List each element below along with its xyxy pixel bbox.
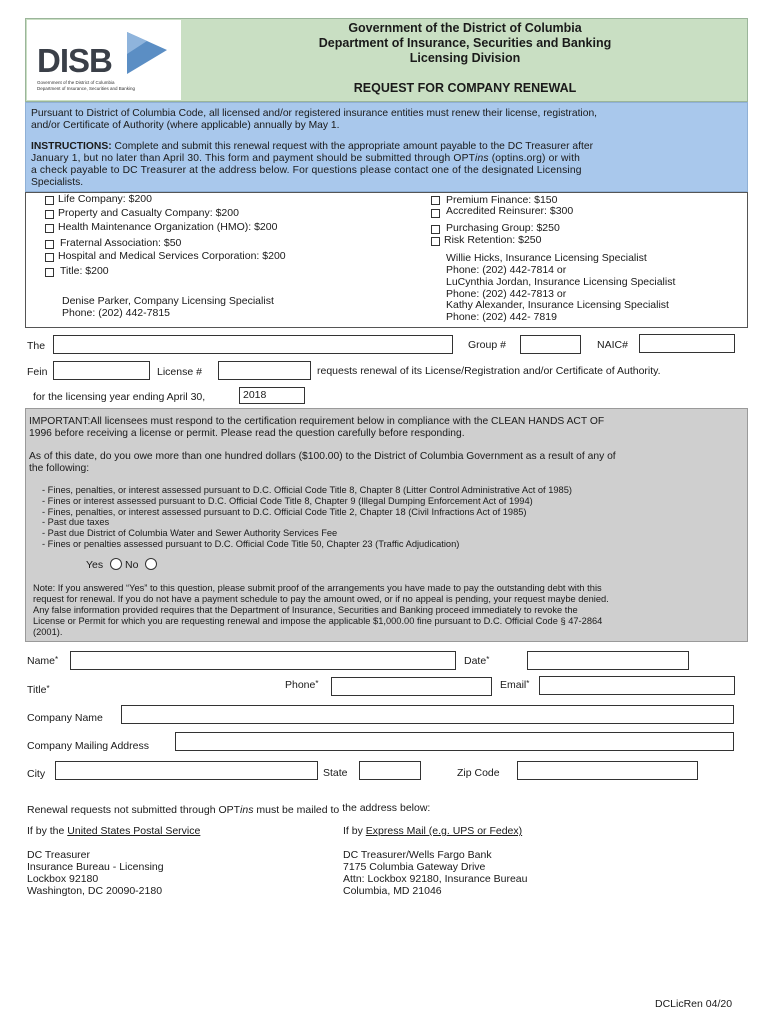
title-label bbox=[27, 684, 50, 696]
checkbox-fraternal[interactable] bbox=[45, 240, 54, 249]
specialist-parker-phone: Phone: (202) 442-7815 bbox=[62, 307, 170, 319]
fee-hospital-medical: Hospital and Medical Services Corporation: $200 bbox=[58, 250, 286, 262]
debt-item-1: - Fines, penalties, or interest assessed pursuant to D.C. Official Code Title 8, Chapter 8 (Litter Control Administrative Act of 1985) bbox=[42, 485, 572, 495]
radio-yes[interactable] bbox=[110, 558, 122, 570]
logo-subtitle-1: Government of the District of Columbia bbox=[37, 80, 115, 85]
instructions-line-4: Specialists. bbox=[31, 177, 84, 188]
instructions-line-1 bbox=[31, 141, 593, 153]
usps-address-line-2: Insurance Bureau - Licensing bbox=[27, 861, 164, 873]
usps-heading bbox=[27, 825, 200, 837]
debt-item-5: - Past due District of Columbia Water and Sewer Authority Services Fee bbox=[42, 528, 338, 538]
specialist-alexander: Kathy Alexander, Insurance Licensing Specialist bbox=[446, 299, 669, 311]
group-number-input[interactable] bbox=[520, 335, 581, 354]
email-label-text: Email bbox=[500, 679, 527, 691]
phone-required-mark: * bbox=[315, 679, 319, 688]
fee-risk-retention: Risk Retention: $250 bbox=[444, 234, 542, 246]
zip-label: Zip Code bbox=[457, 767, 500, 779]
header-line-2: Department of Insurance, Securities and Banking bbox=[318, 36, 612, 50]
date-label bbox=[464, 655, 489, 667]
express-address-line-2: 7175 Columbia Gateway Drive bbox=[343, 861, 486, 873]
state-input[interactable] bbox=[359, 761, 421, 780]
checkbox-hospital-medical[interactable] bbox=[45, 253, 54, 262]
logo-mark-icon bbox=[121, 30, 171, 82]
specialist-hicks-phone: Phone: (202) 442-7814 or bbox=[446, 264, 567, 276]
radio-no[interactable] bbox=[145, 558, 157, 570]
logo bbox=[27, 20, 181, 100]
instructions-line-3: a check payable to DC Treasurer at the address below. For questions please contact one of the designated Licensing bbox=[31, 165, 582, 176]
date-label-text: Date bbox=[464, 655, 487, 667]
phone-label-text: Phone bbox=[285, 679, 316, 691]
note-line-2: request for renewal. If you do not have a payment schedule to pay the amount owed, or if no appeal is pending, your request maybe denied. bbox=[33, 594, 609, 604]
debt-item-6: - Fines or penalties assessed pursuant to D.C. Official Code Title 50, Chapter 23 (Traffic Adjudication) bbox=[42, 539, 460, 549]
intro-line-2: and/or Certificate of Authority (where applicable) annually by May 1. bbox=[31, 120, 340, 131]
checkbox-purchasing-group[interactable] bbox=[431, 225, 440, 234]
important-line-1: IMPORTANT:All licensees must respond to the certification requirement below in compliance with the CLEAN HANDS ACT OF bbox=[29, 416, 605, 427]
specialist-parker: Denise Parker, Company Licensing Specialist bbox=[62, 295, 274, 307]
header-line-3: Licensing Division bbox=[409, 51, 521, 65]
the-label: The bbox=[27, 340, 46, 352]
phone-input[interactable] bbox=[331, 677, 492, 696]
email-input[interactable] bbox=[539, 676, 735, 695]
licensing-year-input[interactable]: 2018 bbox=[239, 387, 305, 404]
name-label bbox=[27, 655, 58, 667]
license-label: License # bbox=[157, 366, 202, 378]
express-address-line-3: Attn: Lockbox 92180, Insurance Bureau bbox=[343, 873, 528, 885]
contact-company-name-input[interactable] bbox=[121, 705, 734, 724]
fee-life-company: Life Company: $200 bbox=[58, 193, 152, 205]
logo-text: DISB bbox=[37, 42, 112, 79]
usps-address-line-3: Lockbox 92180 bbox=[27, 873, 99, 885]
fee-fraternal: Fraternal Association: $50 bbox=[60, 237, 182, 249]
city-label: City bbox=[27, 768, 46, 780]
naic-label: NAIC# bbox=[597, 339, 628, 351]
email-label bbox=[500, 679, 529, 691]
usps-address-line-1: DC Treasurer bbox=[27, 849, 91, 861]
debt-item-3: - Fines, penalties, or interest assessed pursuant to D.C. Official Code Title 2, Chapter 18 (Civil Infractions Act of 1985) bbox=[42, 507, 527, 517]
specialist-jordan-phone: Phone: (202) 442-7813 or bbox=[446, 288, 567, 300]
mailing-intro-post: must be mailed to bbox=[256, 804, 340, 816]
licensing-year-label: for the licensing year ending April 30, bbox=[33, 391, 206, 403]
fein-input[interactable] bbox=[53, 361, 150, 380]
city-input[interactable] bbox=[55, 761, 318, 780]
fee-accredited-reinsurer: Accredited Reinsurer: $300 bbox=[446, 205, 574, 217]
note-line-4: License or Permit for which you are requesting renewal and impose the applicable $1,000.00 fine pursuant to D.C. Official Code § 47-2864 bbox=[33, 616, 603, 626]
mailing-address-input[interactable] bbox=[175, 732, 734, 751]
mailing-intro-pre: Renewal requests not submitted through OPT bbox=[27, 804, 241, 816]
checkbox-property-casualty[interactable] bbox=[45, 210, 54, 219]
date-input[interactable] bbox=[527, 651, 689, 670]
debt-item-4: - Past due taxes bbox=[42, 517, 110, 527]
title-required-mark: * bbox=[46, 684, 50, 693]
instructions-text-1: Complete and submit this renewal request with the appropriate amount payable to the DC Treasurer after bbox=[114, 141, 594, 152]
mailing-intro bbox=[27, 804, 430, 816]
mailing-optins-italic: ins bbox=[240, 804, 254, 816]
fee-premium-finance: Premium Finance: $150 bbox=[446, 194, 558, 206]
fee-title: Title: $200 bbox=[60, 265, 109, 277]
instructions-line-2 bbox=[31, 153, 580, 165]
note-line-5: (2001). bbox=[33, 627, 63, 637]
naic-input[interactable] bbox=[639, 334, 735, 353]
checkbox-hmo[interactable] bbox=[45, 224, 54, 233]
form-title: REQUEST FOR COMPANY RENEWAL bbox=[353, 81, 577, 95]
fee-property-casualty: Property and Casualty Company: $200 bbox=[58, 207, 239, 219]
usps-address-line-4: Washington, DC 20090-2180 bbox=[27, 885, 163, 897]
express-heading-pre: If by bbox=[343, 825, 363, 837]
state-label: State bbox=[323, 767, 348, 779]
note-line-3: Any false information provided requires that the Department of Insurance, Securities and Banking proceed immediately to revoke the bbox=[33, 605, 578, 615]
important-line-2: 1996 before receiving a license or permit. Please read the question carefully before responding. bbox=[29, 428, 465, 439]
fee-hmo: Health Maintenance Organization (HMO): $200 bbox=[58, 221, 278, 233]
company-name-label: Company Name bbox=[27, 712, 103, 724]
usps-link[interactable]: United States Postal Service bbox=[67, 825, 201, 837]
checkbox-life-company[interactable] bbox=[45, 196, 54, 205]
checkbox-accredited-reinsurer[interactable] bbox=[431, 209, 440, 218]
debt-item-2: - Fines or interest assessed pursuant to D.C. Official Code Title 8, Chapter 9 (Illegal Dumping Enforcement Act of 1994) bbox=[42, 496, 533, 506]
title-label-text: Title bbox=[27, 684, 47, 696]
note-line-1: Note: If you answered “Yes” to this question, please submit proof of the arrangements you have made to pay the outstanding debt with this bbox=[33, 583, 602, 593]
requests-renewal-text: requests renewal of its License/Registration and/or Certificate of Authority. bbox=[317, 365, 661, 377]
express-address-line-4: Columbia, MD 21046 bbox=[343, 885, 442, 897]
optins-italic: ins bbox=[475, 153, 489, 164]
license-number-input[interactable] bbox=[218, 361, 311, 380]
checkbox-premium-finance[interactable] bbox=[431, 196, 440, 205]
usps-heading-pre: If by the bbox=[27, 825, 65, 837]
express-address-line-1: DC Treasurer/Wells Fargo Bank bbox=[343, 849, 492, 861]
specialist-jordan: LuCynthia Jordan, Insurance Licensing Specialist bbox=[446, 276, 676, 288]
zip-input[interactable] bbox=[517, 761, 698, 780]
fein-label: Fein bbox=[27, 366, 48, 378]
express-heading bbox=[343, 825, 522, 837]
group-label: Group # bbox=[468, 339, 506, 351]
logo-subtitle-2: Department of Insurance, Securities and Banking bbox=[37, 86, 136, 91]
company-name-input[interactable] bbox=[53, 335, 453, 354]
intro-line-1: Pursuant to District of Columbia Code, all licensed and/or registered insurance entities must renew their license, registration, bbox=[31, 108, 598, 119]
form-code: DCLicRen 04/20 bbox=[655, 998, 733, 1010]
mailing-address-label: Company Mailing Address bbox=[27, 740, 149, 752]
phone-label bbox=[285, 679, 319, 691]
specialist-hicks: Willie Hicks, Insurance Licensing Specialist bbox=[446, 252, 647, 264]
name-required-mark: * bbox=[55, 655, 59, 664]
date-required-mark: * bbox=[486, 655, 490, 664]
specialist-alexander-phone: Phone: (202) 442- 7819 bbox=[446, 311, 557, 323]
instructions-label: INSTRUCTIONS: bbox=[31, 141, 112, 152]
instructions-text-2: January 1, but no later than April 30. This form and payment should be submitted through OPT bbox=[31, 153, 476, 164]
header-line-1: Government of the District of Columbia bbox=[348, 21, 582, 35]
checkbox-title[interactable] bbox=[45, 268, 54, 277]
question-line-2: the following: bbox=[29, 463, 90, 474]
mailing-intro-end: the address below: bbox=[342, 802, 431, 814]
name-label-text: Name bbox=[27, 655, 56, 667]
email-required-mark: * bbox=[526, 679, 530, 688]
checkbox-risk-retention[interactable] bbox=[431, 237, 440, 246]
fee-purchasing-group: Purchasing Group: $250 bbox=[446, 222, 560, 234]
yes-label: Yes bbox=[86, 559, 104, 571]
question-line-1: As of this date, do you owe more than one hundred dollars ($100.00) to the District of Columbia Government as a result of any of bbox=[29, 451, 616, 462]
no-label: No bbox=[125, 559, 139, 571]
express-link[interactable]: Express Mail (e.g. UPS or Fedex) bbox=[365, 825, 523, 837]
name-input[interactable] bbox=[70, 651, 456, 670]
instructions-text-2b: (optins.org) or with bbox=[491, 153, 580, 164]
